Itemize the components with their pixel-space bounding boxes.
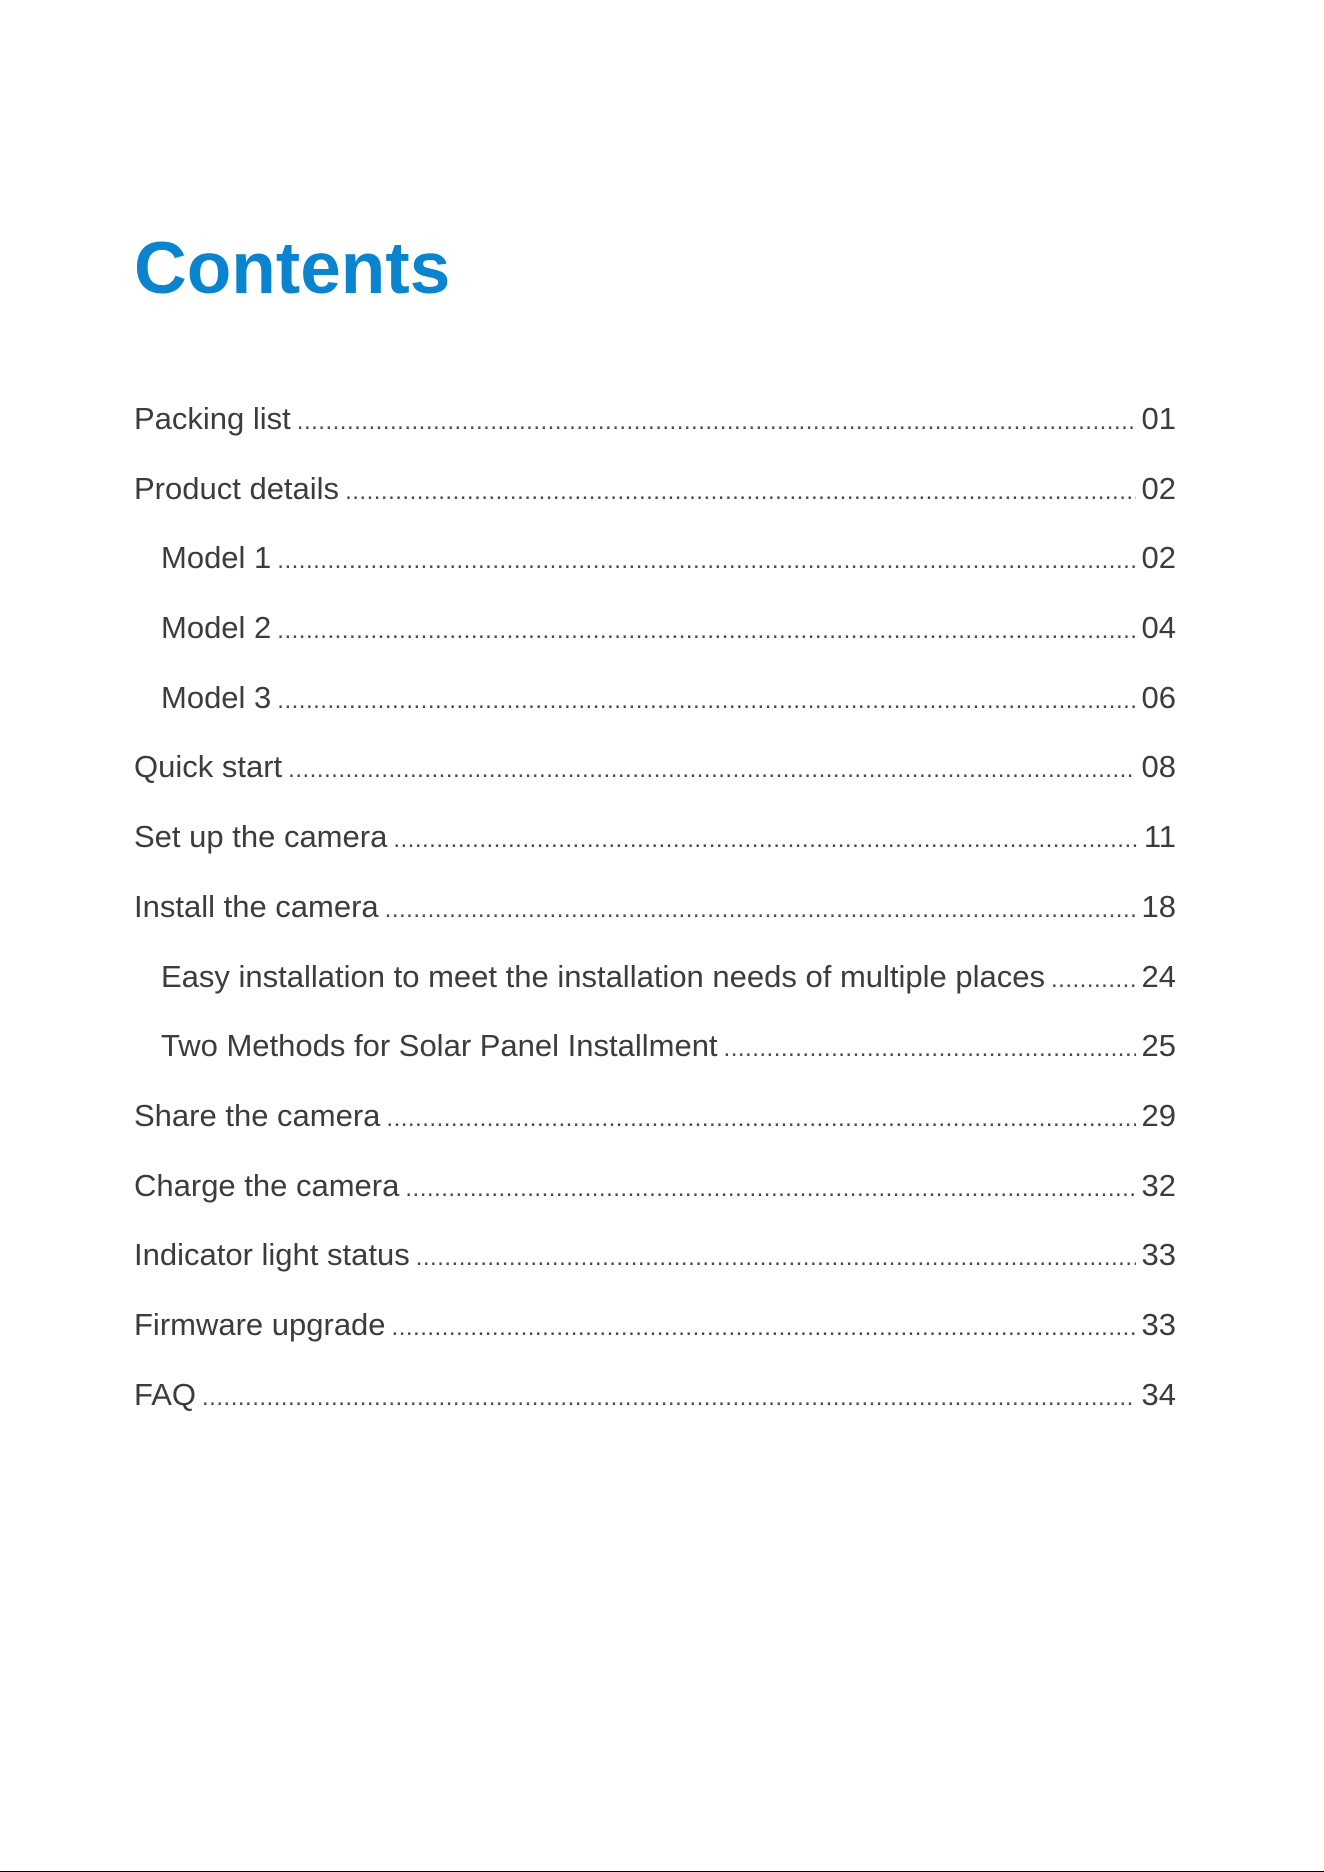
toc-entry-label: Easy installation to meet the installation needs of multiple places — [161, 958, 1045, 994]
toc-subentry[interactable] — [134, 1024, 1176, 1094]
table-of-contents — [134, 397, 1176, 1442]
toc-dot-leader — [202, 1376, 1136, 1420]
toc-page-number: 04 — [1141, 610, 1176, 646]
toc-entry-label: Firmware upgrade — [134, 1306, 386, 1342]
toc-entry[interactable] — [134, 467, 1176, 537]
page-title: Contents — [134, 228, 451, 309]
toc-page-number: 24 — [1141, 958, 1176, 994]
toc-entry-label: Indicator light status — [134, 1237, 410, 1273]
toc-page-number: 02 — [1141, 540, 1176, 576]
toc-page-number: 29 — [1141, 1097, 1176, 1133]
toc-page-number: 33 — [1141, 1306, 1176, 1342]
toc-entry[interactable] — [134, 1094, 1176, 1164]
toc-entry-label: Quick start — [134, 749, 283, 785]
toc-dot-leader — [385, 888, 1136, 932]
toc-entry-label: Model 2 — [161, 610, 272, 646]
toc-page-number: 18 — [1141, 888, 1176, 924]
toc-dot-leader — [392, 1306, 1136, 1350]
toc-entry[interactable] — [134, 815, 1176, 885]
toc-dot-leader — [1051, 958, 1136, 1002]
toc-entry-label: Model 3 — [161, 679, 272, 715]
toc-entry[interactable] — [134, 1373, 1176, 1443]
toc-entry-label: Model 1 — [161, 540, 272, 576]
toc-page-number: 08 — [1141, 749, 1176, 785]
toc-dot-leader — [393, 818, 1137, 862]
toc-dot-leader — [297, 400, 1136, 444]
toc-entry-label: Charge the camera — [134, 1167, 400, 1203]
toc-page-number: 33 — [1141, 1237, 1176, 1273]
toc-page-number: 32 — [1141, 1167, 1176, 1203]
toc-entry-label: Set up the camera — [134, 819, 388, 855]
toc-entry-label: Install the camera — [134, 888, 379, 924]
toc-subentry[interactable] — [134, 955, 1176, 1025]
toc-page-number: 01 — [1141, 401, 1176, 436]
toc-dot-leader — [724, 1027, 1136, 1071]
toc-entry[interactable] — [134, 745, 1176, 815]
toc-subentry[interactable] — [134, 676, 1176, 746]
toc-dot-leader — [416, 1236, 1136, 1280]
toc-dot-leader — [277, 539, 1135, 583]
toc-dot-leader — [277, 609, 1135, 653]
toc-entry[interactable] — [134, 885, 1176, 955]
toc-page-number: 25 — [1141, 1028, 1176, 1064]
toc-dot-leader — [405, 1167, 1135, 1211]
toc-dot-leader — [288, 748, 1135, 792]
toc-page-number: 02 — [1141, 470, 1176, 506]
toc-entry-label: Two Methods for Solar Panel Installment — [161, 1028, 718, 1064]
toc-entry[interactable] — [134, 1303, 1176, 1373]
toc-entry[interactable] — [134, 397, 1176, 467]
toc-entry-label: Product details — [134, 470, 340, 506]
toc-page-number: 11 — [1143, 819, 1176, 855]
toc-entry-label: FAQ — [134, 1376, 197, 1412]
toc-entry[interactable] — [134, 1164, 1176, 1234]
toc-page-number: 34 — [1141, 1376, 1176, 1412]
toc-dot-leader — [277, 679, 1135, 723]
toc-subentry[interactable] — [134, 606, 1176, 676]
toc-entry-label: Packing list — [134, 401, 291, 436]
toc-entry-label: Share the camera — [134, 1097, 381, 1133]
toc-page-number: 06 — [1141, 679, 1176, 715]
toc-subentry[interactable] — [134, 536, 1176, 606]
toc-entry[interactable] — [134, 1233, 1176, 1303]
toc-dot-leader — [386, 1097, 1135, 1141]
toc-dot-leader — [345, 470, 1135, 514]
